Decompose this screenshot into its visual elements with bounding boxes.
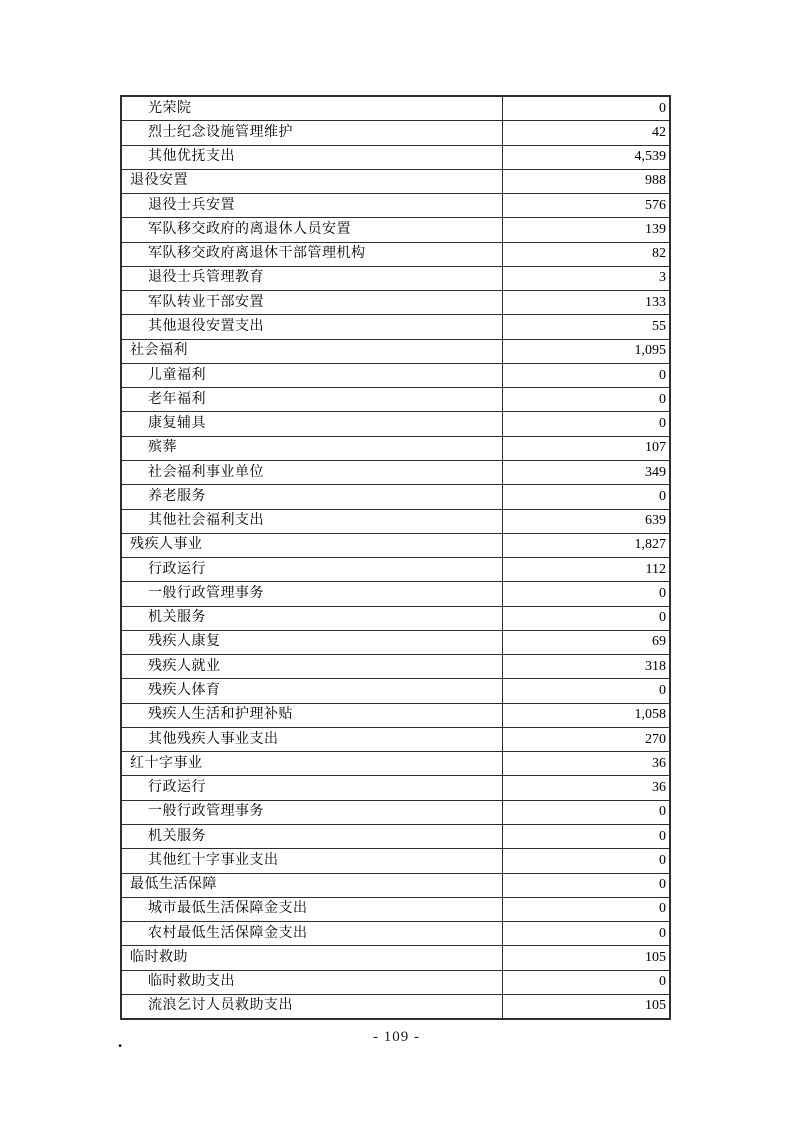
table-row [122,945,669,969]
item-label: 康复辅具 [148,416,206,432]
item-value: 3 [659,270,666,286]
table-row [122,533,669,557]
item-value-cell [503,194,669,217]
item-value: 0 [659,367,666,383]
item-name-cell [122,170,503,193]
item-value-cell [503,776,669,799]
item-value-cell [503,607,669,630]
item-label: 机关服务 [148,610,206,626]
item-value-cell [503,267,669,290]
table-row [122,509,669,533]
budget-table [120,95,671,1020]
table-row [122,460,669,484]
item-name-cell [122,485,503,508]
item-value: 1,095 [634,343,666,359]
item-value: 105 [645,949,666,965]
item-value-cell [503,461,669,484]
table-row [122,242,669,266]
item-label: 残疾人生活和护理补贴 [148,707,293,723]
item-name-cell [122,849,503,872]
item-value-cell [503,558,669,581]
item-value-cell [503,655,669,678]
table-row [122,848,669,872]
item-value-cell [503,243,669,266]
item-name-cell [122,194,503,217]
item-label: 红十字事业 [130,755,203,771]
item-name-cell [122,874,503,897]
item-value-cell [503,485,669,508]
item-value-cell [503,971,669,994]
item-label: 行政运行 [148,780,206,796]
item-name-cell [122,607,503,630]
item-value: 639 [645,513,666,529]
item-value-cell [503,218,669,241]
stray-dot: . [118,1032,123,1051]
item-name-cell [122,388,503,411]
table-row [122,411,669,435]
item-label: 机关服务 [148,828,206,844]
item-value-cell [503,752,669,775]
item-value: 107 [645,440,666,456]
item-label: 儿童福利 [148,367,206,383]
table-row [122,290,669,314]
item-label: 其他残疾人事业支出 [148,731,279,747]
item-name-cell [122,243,503,266]
item-name-cell [122,776,503,799]
item-label: 农村最低生活保障金支出 [148,925,308,941]
item-value-cell [503,121,669,144]
item-label: 军队转业干部安置 [148,294,264,310]
item-value: 36 [652,755,666,771]
item-name-cell [122,655,503,678]
item-value-cell [503,582,669,605]
item-value: 0 [659,925,666,941]
item-name-cell [122,582,503,605]
table-row [122,217,669,241]
table-row [122,824,669,848]
page-number: - 109 - [373,1029,420,1045]
item-value: 105 [645,998,666,1014]
item-value: 0 [659,391,666,407]
item-name-cell [122,340,503,363]
item-value-cell [503,728,669,751]
item-label: 殡葬 [148,440,177,456]
item-value: 0 [659,974,666,990]
item-label: 退役安置 [130,173,188,189]
item-name-cell [122,121,503,144]
item-value: 0 [659,852,666,868]
item-label: 老年福利 [148,391,206,407]
item-value: 0 [659,610,666,626]
table-row [122,363,669,387]
item-label: 一般行政管理事务 [148,585,264,601]
item-value-cell [503,679,669,702]
table-row [122,436,669,460]
table-row [122,921,669,945]
item-label: 城市最低生活保障金支出 [148,901,308,917]
item-value-cell [503,849,669,872]
table-row [122,97,669,120]
item-value: 988 [645,173,666,189]
item-name-cell [122,558,503,581]
item-value-cell [503,898,669,921]
item-name-cell [122,631,503,654]
item-value: 0 [659,683,666,698]
item-value-cell [503,291,669,314]
item-value: 0 [659,901,666,917]
item-value-cell [503,801,669,824]
table-row [122,145,669,169]
item-value-cell [503,97,669,120]
item-value: 318 [645,658,666,674]
item-name-cell [122,728,503,751]
item-value-cell [503,534,669,557]
item-name-cell [122,679,503,702]
item-name-cell [122,291,503,314]
table-row [122,169,669,193]
item-label: 退役士兵管理教育 [148,270,264,286]
item-value-cell [503,412,669,435]
item-value-cell [503,922,669,945]
item-label: 其他退役安置支出 [148,319,264,335]
item-value: 36 [652,780,666,796]
item-label: 行政运行 [148,561,206,577]
item-value-cell [503,510,669,533]
item-label: 其他红十字事业支出 [148,852,279,868]
table-row [122,678,669,702]
item-name-cell [122,534,503,557]
item-name-cell [122,825,503,848]
item-value: 0 [659,100,666,116]
item-label: 最低生活保障 [130,877,217,893]
table-row [122,314,669,338]
item-value-cell [503,340,669,363]
table-row [122,339,669,363]
table-row [122,654,669,678]
table-row [122,193,669,217]
item-value: 139 [645,221,666,237]
table-row [122,484,669,508]
table-row [122,800,669,824]
item-value: 0 [659,828,666,844]
table-row [122,775,669,799]
item-label: 社会福利事业单位 [148,464,264,480]
table-row [122,970,669,994]
item-value: 112 [645,561,666,577]
item-value-cell [503,364,669,387]
item-label: 烈士纪念设施管理维护 [148,124,293,140]
item-value: 270 [645,731,666,747]
item-label: 光荣院 [148,100,192,116]
item-value: 0 [659,416,666,432]
item-name-cell [122,412,503,435]
item-value: 4,539 [634,149,666,165]
item-label: 残疾人康复 [148,634,221,650]
item-value: 69 [652,634,666,650]
item-label: 残疾人就业 [148,658,221,674]
item-name-cell [122,97,503,120]
item-value: 576 [645,197,666,213]
item-label: 一般行政管理事务 [148,804,264,820]
item-name-cell [122,704,503,727]
item-value-cell [503,874,669,897]
table-row [122,581,669,605]
item-value: 42 [652,124,666,140]
table-row [122,873,669,897]
item-value: 1,058 [634,707,666,723]
item-name-cell [122,752,503,775]
item-label: 退役士兵安置 [148,197,235,213]
item-value: 0 [659,877,666,893]
item-value-cell [503,995,669,1018]
item-value-cell [503,388,669,411]
table-row [122,606,669,630]
item-label: 残疾人事业 [130,537,203,553]
item-value: 133 [645,294,666,310]
table-row [122,703,669,727]
item-label: 社会福利 [130,343,188,359]
item-value-cell [503,946,669,969]
item-value-cell [503,170,669,193]
item-value-cell [503,825,669,848]
table-row [122,630,669,654]
item-value: 82 [652,246,666,262]
item-name-cell [122,315,503,338]
item-name-cell [122,437,503,460]
table-row [122,897,669,921]
item-name-cell [122,922,503,945]
item-name-cell [122,461,503,484]
item-label: 其他社会福利支出 [148,513,264,529]
table-row [122,387,669,411]
item-name-cell [122,218,503,241]
item-value: 349 [645,464,666,480]
table-row [122,266,669,290]
item-name-cell [122,995,503,1018]
item-value-cell [503,315,669,338]
item-value: 0 [659,804,666,820]
table-row [122,751,669,775]
item-name-cell [122,510,503,533]
table-row [122,120,669,144]
item-value: 55 [652,319,666,335]
item-name-cell [122,898,503,921]
item-name-cell [122,146,503,169]
item-label: 养老服务 [148,488,206,504]
item-name-cell [122,971,503,994]
table-row [122,557,669,581]
item-label: 军队移交政府的离退休人员安置 [148,221,351,237]
item-name-cell [122,801,503,824]
item-label: 残疾人体育 [148,683,221,698]
item-label: 流浪乞讨人员救助支出 [148,998,293,1014]
item-value-cell [503,704,669,727]
item-value-cell [503,146,669,169]
item-label: 其他优抚支出 [148,149,235,165]
item-name-cell [122,946,503,969]
table-row [122,727,669,751]
item-value-cell [503,437,669,460]
item-name-cell [122,267,503,290]
item-label: 临时救助支出 [148,974,235,990]
item-name-cell [122,364,503,387]
item-value: 1,827 [634,537,666,553]
item-value: 0 [659,488,666,504]
item-value: 0 [659,585,666,601]
item-label: 军队移交政府离退休干部管理机构 [148,246,366,262]
table-row [122,994,669,1018]
item-label: 临时救助 [130,949,188,965]
item-value-cell [503,631,669,654]
